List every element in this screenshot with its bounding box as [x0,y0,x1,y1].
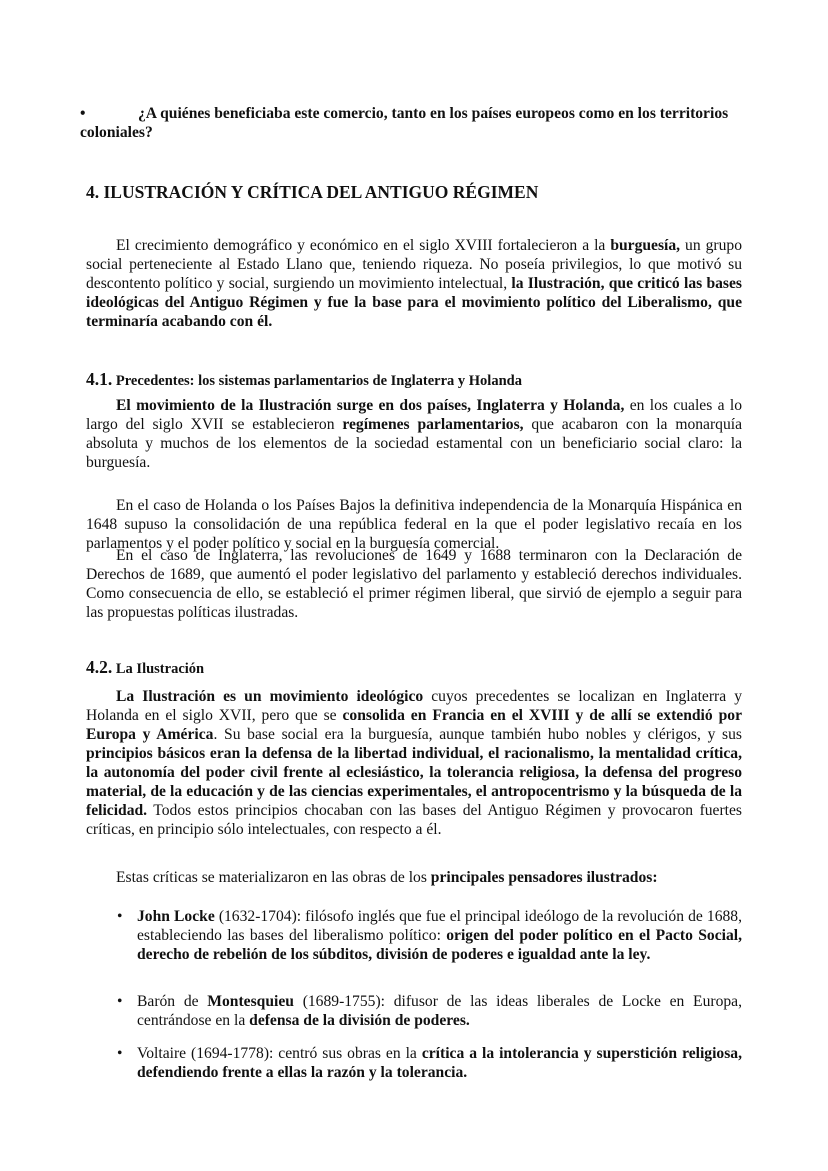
bullet: • [117,908,123,925]
paragraph-ilustracion [86,687,742,839]
text-run: En el caso de Holanda o los Países Bajos la definitiva independencia de la Monarquía Hispánica en 1648 supuso la consolidación de una república federal en la que el poder legislativo recaía en los parlamentos y el poder político y social en la burguesía comercial. [86,497,742,552]
list-item-text [137,908,742,963]
bold-text-run: John Locke [137,908,215,925]
list-item-locke [117,907,742,964]
text-run: que acabaron con la monarquía absoluta y muchos de los elementos de la sociedad estamental con un beneficiario social claro: la burguesía. [86,416,742,471]
bold-text-run: principios básicos eran la defensa de la libertad individual, el racionalismo, la mentalidad crítica, la autonomía del poder civil frente al eclesiástico, la tolerancia religiosa, la defensa del progreso material, de la educación y de las ciencias experimentales, el antropocentrismo y la búsqueda de la felicidad. [86,745,742,819]
text-run: Todos estos principios chocaban con las bases del Antiguo Régimen y provocaron fuertes críticas, en principio sólo intelectuales, con respecto a él. [86,802,742,838]
text-run: Barón de [137,993,208,1010]
section-4-heading: 4. ILUSTRACIÓN Y CRÍTICA DEL ANTIGUO RÉGIMEN [86,182,539,202]
text-run: En el caso de Inglaterra, las revoluciones de 1649 y 1688 terminaron con la Declaración de Derechos de 1689, que aumentó el poder legislativo del parlamento y estableció derechos individuales. Como consecuencia de ello, se estableció el primer régimen liberal, que sirvió de ejemplo a seguir para las propuestas políticas ilustradas. [86,547,742,621]
bold-text-run: consolida en Francia en el XVIII y de allí se extendió por Europa y América [86,707,742,743]
bullet: • [117,1045,123,1062]
paragraph-precedentes [86,396,742,472]
bullet: • [80,105,86,122]
question-item [80,104,736,142]
bold-text-run: burguesía, [610,237,681,254]
bold-text-run: La Ilustración es un movimiento ideológico [116,688,424,705]
paragraph-holanda [86,496,742,553]
list-item-text [137,993,742,1029]
text-run: (1632-1704): filósofo inglés que fue el principal ideólogo de la revolución de 1688, estableciendo las bases del liberalismo político: [137,908,742,944]
text-run: un grupo social perteneciente al Estado Llano que, teniendo riqueza. No poseía privilegios, lo que motivó su descontento político y social, surgiendo un movimiento intelectual, [86,237,742,292]
bullet: • [117,993,123,1010]
text-run: El crecimiento demográfico y económico en el siglo XVIII fortalecieron a la [116,237,611,254]
text-run: Estas críticas se materializaron en las obras de los [116,869,431,886]
text-run: (1689-1755): difusor de las ideas liberales de Locke en Europa, centrándose en la [137,993,742,1029]
section-4-2-heading [86,657,742,679]
text-run: Voltaire (1694-1778): centró sus obras en la [137,1045,422,1062]
bold-text-run: defensa de la división de poderes. [249,1012,470,1029]
bold-text-run: El movimiento de la Ilustración surge en dos países, Inglaterra y Holanda, [116,397,625,414]
list-item-voltaire [117,1044,742,1082]
bold-text-run: origen del poder político en el Pacto Social, derecho de rebelión de los súbditos, división de poderes e igualdad ante la ley. [137,927,742,963]
question-text: ¿A quiénes beneficiaba este comercio, tanto en los países europeos como en los territorios coloniales? [80,105,729,141]
text-run: cuyos precedentes se localizan en Inglaterra y Holanda en el siglo XVII, pero que se [86,688,742,724]
list-item-montesquieu [117,992,742,1030]
text-run: en los cuales a lo largo del siglo XVII se establecieron [86,397,742,433]
bold-text-run: regímenes parlamentarios, [342,416,524,433]
paragraph-inglaterra [86,546,742,622]
section-number: 4.2. [86,657,113,677]
text-run: . Su base social era la burguesía, aunque también hubo nobles y clérigos, y sus [213,726,742,743]
section-title: La Ilustración [115,661,205,677]
bold-text-run: crítica a la intolerancia y superstición religiosa, defendiendo frente a ellas la razón y la tolerancia. [137,1045,742,1081]
paragraph-pensadores [86,868,742,887]
list-item-text [137,1045,742,1081]
bold-text-run: Montesquieu [207,993,294,1010]
section-4-1-heading [86,369,742,391]
section-title: Precedentes: los sistemas parlamentarios de Inglaterra y Holanda [115,373,522,389]
intro-paragraph [86,236,742,331]
bold-text-run: la Ilustración, que criticó las bases ideológicas del Antiguo Régimen y fue la base para el movimiento político del Liberalismo, que terminaría acabando con él. [86,275,742,330]
bold-text-run: principales pensadores ilustrados: [430,869,658,886]
section-number: 4.1. [86,369,113,389]
